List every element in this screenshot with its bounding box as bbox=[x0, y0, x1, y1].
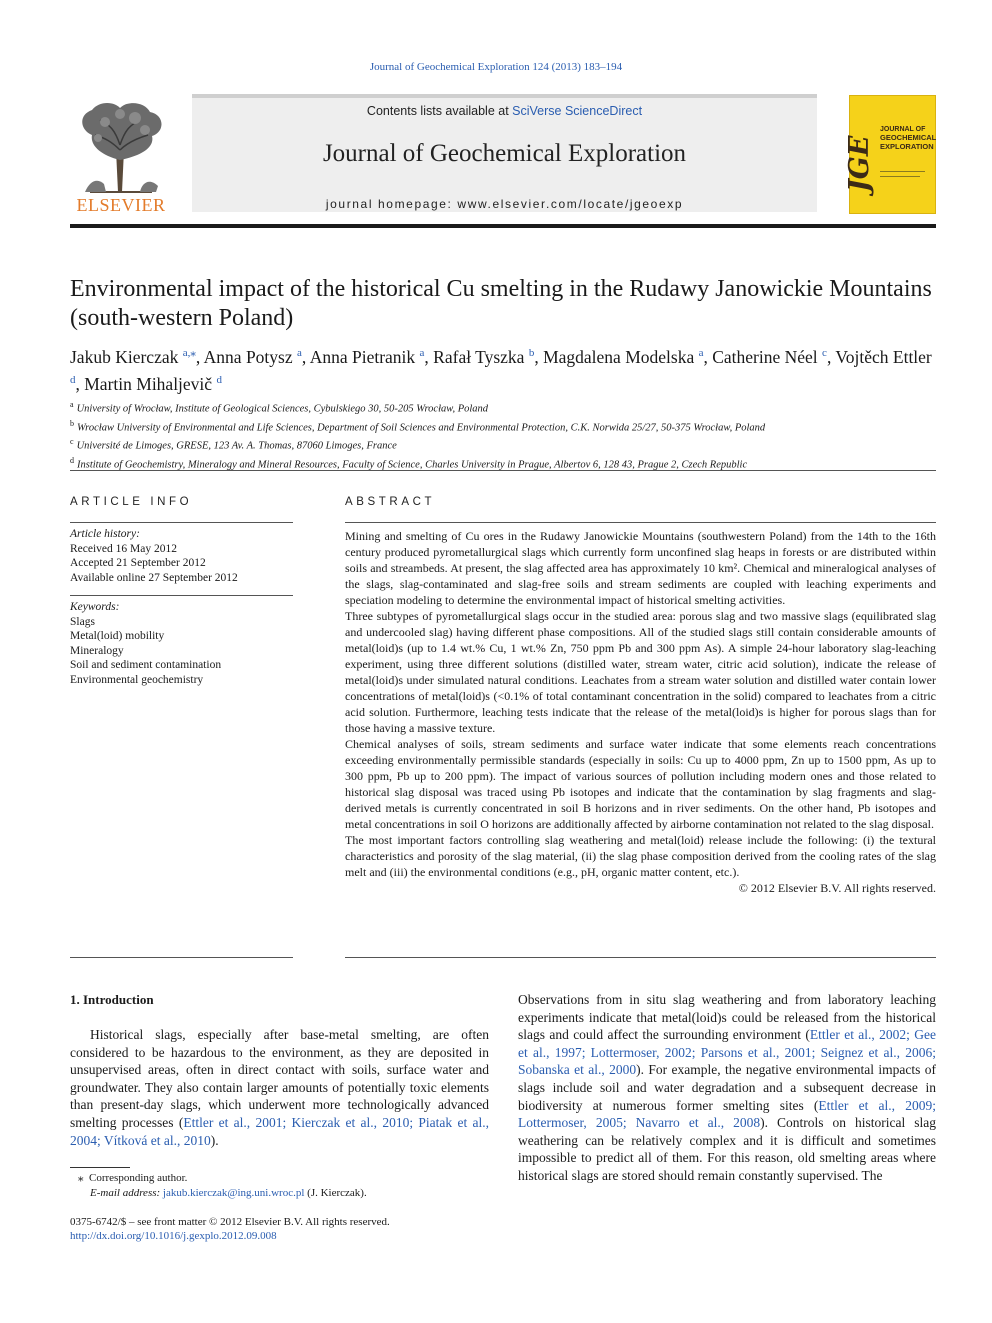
affiliations bbox=[70, 398, 936, 472]
author-name: Catherine Néel $^c$ bbox=[712, 346, 827, 367]
abstract-paragraph: Mining and smelting of Cu ores in the Rudawy Janowickie Mountains (southwestern Poland) from the 14th to the 16th century produced pyrometallurgical slags which currently form unconfined slag heaps in forests or are distributed within soils and streambeds. At present, the slag affected area has approximately 10 km². Chemical and mineralogical analyses of the slags, slag-contaminated and slag-free soils and stream sediments are coupled with leaching experiments and speciation modeling to determine the environmental impact of historical smelting activities. bbox=[345, 529, 936, 607]
journal-homepage: journal homepage: www.elsevier.com/locate/jgeoexp bbox=[325, 197, 684, 211]
citation-link[interactable]: Ettler et al., 2001; Kierczak et al., 2010; Piatak et al., 2004; Vítková et al., 2010 bbox=[70, 1114, 489, 1148]
title-rule bbox=[70, 470, 936, 471]
cover-line-3: EXPLORATION bbox=[880, 142, 934, 151]
author-affiliation-mark[interactable]: b bbox=[528, 347, 535, 359]
article-info-heading: ARTICLE INFO bbox=[70, 496, 193, 508]
info-rule bbox=[70, 522, 293, 523]
keywords bbox=[70, 600, 293, 687]
author-name: Magdalena Modelska $^a$ bbox=[543, 346, 704, 367]
author-name: Jakub Kierczak $^{a,⁎}$ bbox=[70, 346, 196, 367]
keyword: Metal(loid) mobility bbox=[70, 630, 165, 642]
citation-link[interactable]: Ettler et al., 2002; Gee et al., 1997; Lottermoser, 2002; Parsons et al., 2001; Seignez et al., 2006; Sobanska et al., 2000 bbox=[518, 1027, 936, 1078]
keyword: Mineralogy bbox=[70, 644, 124, 657]
author-affiliation-mark[interactable]: d bbox=[70, 373, 76, 386]
history-label: Article history: bbox=[70, 528, 140, 540]
keywords-label: Keywords: bbox=[70, 601, 120, 613]
abstract-paragraph: Chemical analyses of soils, stream sediments and surface water indicate that some elements reach concentrations exceeding environmentally permissible standards (especially in soils: Cu up to 4000 ppm, Zn up to 1500 ppm, As up to 300 ppm, Pb up to 200 ppm). The impact of various sources of pollution including modern ones and those related to historical slag disposal was traced using Pb isotopes and indicate that the contamination by slag fragments and slag-derived metals is currently concentrated in soil B horizons and in river sediments. On the other hand, Pb isotopes and metal concentrations in soil O horizons are additionally affected by airborne contamination not related to the slag disposal. bbox=[345, 737, 936, 831]
front-matter bbox=[70, 1215, 489, 1243]
keyword: Environmental geochemistry bbox=[70, 673, 204, 686]
footnote: ⁎ Corresponding author. E-mail address: jakub.kierczak@ing.uni.wroc.pl (J. Kierczak). bbox=[78, 1172, 367, 1199]
intro-left-column: Historical slags, especially after base-metal smelting, are often considered to be hazardous to the environment, as they are deposited in unsupervised areas, often in direct contact with soils, surface water and groundwater. They also contain larger amounts of potentially toxic elements than present-day slags, which underwent more technologically advanced smelting processes (Ettler et al., 2001; Kierczak et al., 2010; Piatak et al., 2004; Vítková et al., 2010). bbox=[70, 1027, 489, 1148]
affiliation-d: $^d$ Institute of Geochemistry, Mineralogy and Mineral Resources, Faculty of Science, Charles University in Prague, Albertov 6, 128 43, Prague 2, Czech Republic bbox=[70, 455, 748, 470]
corresponding-author: Corresponding author. bbox=[89, 1172, 188, 1184]
email-link[interactable]: jakub.kierczak@ing.uni.wroc.pl bbox=[162, 1187, 305, 1199]
sciencedirect-link[interactable]: SciVerse ScienceDirect bbox=[512, 104, 643, 118]
doi-link[interactable]: http://dx.doi.org/10.1016/j.gexplo.2012.09.008 bbox=[70, 1230, 277, 1242]
cover-line-1: JOURNAL OF bbox=[880, 126, 926, 133]
abstract-paragraph: The most important factors controlling slag weathering and metal(loid) release include the following: (i) the textural characteristics and porosity of the slag material, (ii) the slag phase composition derived from the cooling rates of the slag melt and (iii) the environmental conditions (e.g., pH, organic matter content, etc.). bbox=[345, 833, 936, 879]
author-affiliation-mark[interactable]: a bbox=[297, 347, 302, 359]
author-affiliation-mark[interactable]: a,⁎ bbox=[182, 347, 196, 359]
author-affiliation-mark[interactable]: d bbox=[216, 373, 222, 386]
author-name: Anna Pietranik $^a$ bbox=[309, 346, 425, 367]
info-rule bbox=[70, 595, 293, 596]
journal-title: Journal of Geochemical Exploration bbox=[322, 140, 687, 167]
issn-line: 0375-6742/$ – see front matter © 2012 Elsevier B.V. All rights reserved. bbox=[70, 1216, 390, 1228]
author-name: Anna Potysz $^a$ bbox=[203, 346, 302, 367]
abstract-paragraph: Three subtypes of pyrometallurgical slags occur in the studied area: porous slag and two massive slags (equilibrated slag and undercooled slag) having different phase compositions. All of the studied slags still contain considerable amounts of metal(loid)s (up to 1.4 wt.% Cu, 1 wt.% Zn, 750 ppm Pb and 300 ppm As). A simple 24-hour laboratory slag-leaching experiment, using three different solutions (distilled water, stream water, citric acid solution), indicate the release of metal(loid)s under simulated natural conditions. Leachates from a stream water solution and distilled water contain lower concentrations of metal(loid)s (<0.1% of total contaminant concentration in the solid) compared to leachates from a citric acid solution. Furthermore, leaching tests indicate that the release of the metal(loid)s is higher for porous slags than for those having a massive texture. bbox=[345, 609, 936, 735]
affiliation-a: $^a$ University of Wrocław, Institute of Geological Sciences, Cybulskiego 30, 50-205 Wrocław, Poland bbox=[70, 400, 489, 415]
abstract-body bbox=[345, 528, 936, 896]
author-affiliation-mark[interactable]: a bbox=[698, 347, 704, 359]
keyword: Slags bbox=[70, 615, 95, 628]
keyword: Soil and sediment contamination bbox=[70, 659, 222, 671]
author-name: Vojtěch Ettler $^d$ bbox=[70, 346, 932, 386]
journal-cover-thumbnail[interactable] bbox=[844, 95, 937, 214]
affiliation-b: $^b$ Wrocław University of Environmental and Life Sciences, Department of Soil Sciences and Environmental Protection, C.K. Norwida 25/27, 50-375 Wrocław, Poland bbox=[70, 418, 766, 433]
article-history bbox=[70, 527, 293, 585]
author-affiliation-mark[interactable]: a bbox=[419, 347, 425, 359]
author-list: Jakub Kierczak $^{a,⁎}$, Anna Potysz $^a$, Anna Pietranik $^a$, Rafał Tyszka $^b$, Magdalena Modelska $^a$, Catherine Néel $^c$, Vojtěch Ettler $^d$, Martin Mihaljevič $^d$ bbox=[70, 346, 932, 394]
author-affiliation-mark[interactable]: c bbox=[822, 347, 827, 359]
copyright: © 2012 Elsevier B.V. All rights reserved. bbox=[738, 881, 936, 895]
citation-link[interactable]: Ettler et al., 2009; Lottermoser, 2005; Navarro et al., 2008 bbox=[518, 1097, 936, 1131]
history-received: Received 16 May 2012 bbox=[70, 542, 177, 555]
contents-line: Contents lists available at SciVerse ScienceDirect bbox=[366, 104, 643, 118]
author-name: Martin Mihaljevič $^d$ bbox=[84, 373, 222, 394]
affiliation-c: $^c$ Université de Limoges, GRESE, 123 Av. A. Thomas, 87060 Limoges, France bbox=[70, 437, 397, 452]
abstract-heading: ABSTRACT bbox=[345, 496, 436, 508]
section-heading-introduction: 1. Introduction bbox=[70, 992, 154, 1007]
journal-citation[interactable]: Journal of Geochemical Exploration 124 (2013) 183–194 bbox=[369, 61, 623, 73]
homepage-link[interactable]: www.elsevier.com/locate/jgeoexp bbox=[457, 197, 684, 211]
intro-right-column: Observations from in situ slag weathering and from laboratory leaching experiments indicate that metal(loid)s could be released from the historical slags and could affect the surrounding environment (Ettler et al., 2002; Gee et al., 1997; Lottermoser, 2002; Parsons et al., 2001; Seignez et al., 2006; Sobanska et al., 2000). For example, the negative environmental impacts of slags include soil and water degradation and a subsequent decrease in biodiversity at numerous former smelting sites (Ettler et al., 2009; Lottermoser, 2005; Navarro et al., 2008). Controls on historical slag weathering can be relatively complex and it is difficult and sometimes impossible to predict all of them. For this reason, old smelting areas where historical slags are stored should remain constantly supervised. The bbox=[518, 992, 937, 1183]
info-rule bbox=[70, 957, 293, 958]
abstract-rule bbox=[345, 957, 936, 958]
paper-title: Environmental impact of the historical Cu smelting in the Rudawy Janowickie Mountains (south-western Poland) bbox=[70, 276, 932, 331]
header-rule bbox=[70, 224, 936, 228]
elsevier-wordmark: ELSEVIER bbox=[76, 195, 166, 215]
history-online: Available online 27 September 2012 bbox=[70, 571, 238, 584]
author-name: Rafał Tyszka $^b$ bbox=[433, 346, 535, 367]
history-accepted: Accepted 21 September 2012 bbox=[70, 557, 206, 569]
cover-line-2: GEOCHEMICAL bbox=[880, 133, 937, 142]
abstract-rule bbox=[345, 522, 936, 523]
cover-abbr: JGE bbox=[844, 135, 875, 192]
footnote-rule bbox=[70, 1167, 130, 1168]
